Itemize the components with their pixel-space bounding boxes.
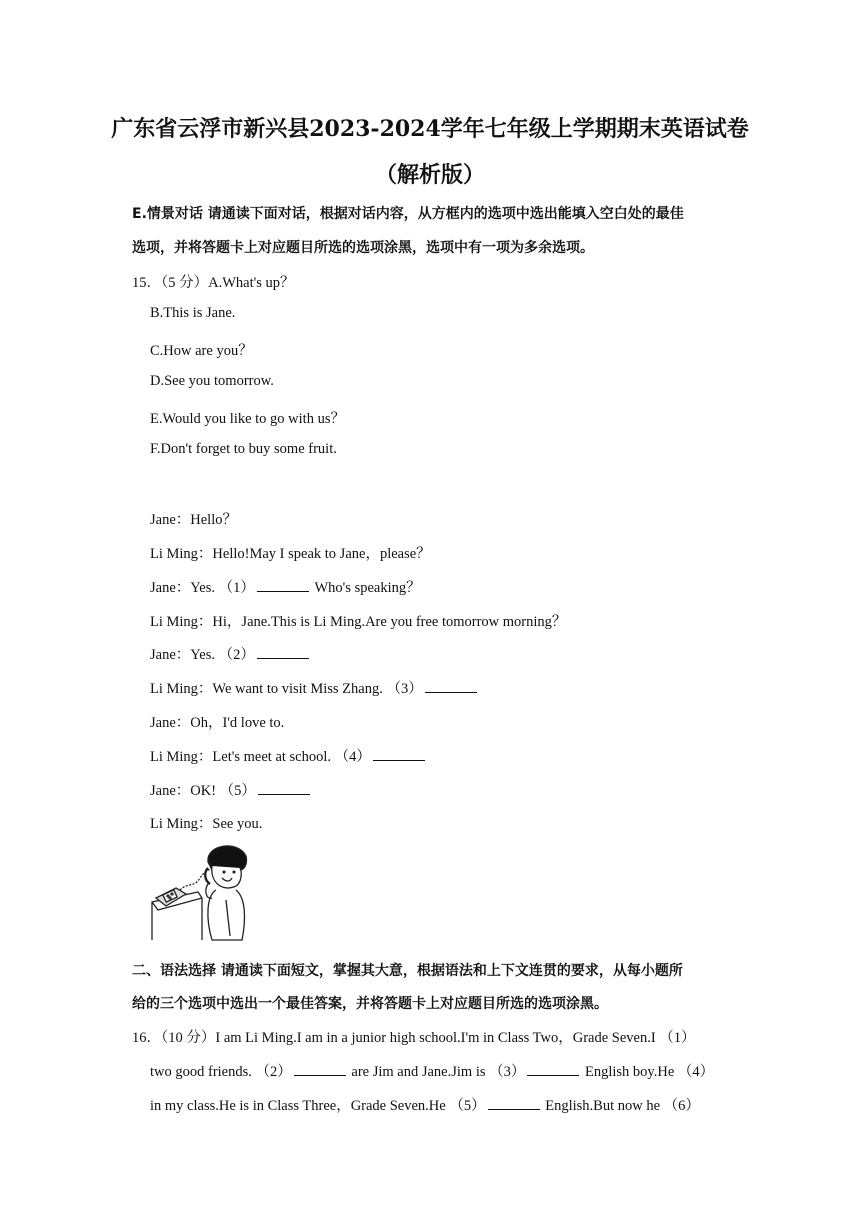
dialogue-line-3 (150, 576, 421, 597)
section-2-instruction-1: 二、语法选择 请通读下面短文，掌握其大意，根据语法和上下文连贯的要求，从每小题所 (132, 963, 683, 979)
section-e-instruction-1: E.情景对话 请通读下面对话，根据对话内容，从方框内的选项中选出能填入空白处的最佳 (132, 206, 684, 222)
section-2-instruction-2: 给的三个选项中选出一个最佳答案，并将答题卡上对应题目所选的选项涂黑。 (132, 996, 608, 1012)
dialogue-line-8-text: Li Ming：Let's meet at school. （4） (150, 749, 371, 765)
dialogue-line-5-text: Jane：Yes. （2） (150, 647, 255, 663)
question-16-line-1: 16．（10 分）I am Li Ming.I am in a junior high school.I'm in Class Two，Grade Seven.I （1） (132, 1030, 696, 1046)
answer-blank-16-3[interactable] (527, 1062, 579, 1076)
answer-blank-2[interactable] (257, 645, 309, 659)
q16-line-2-text-a: two good friends. （2） (150, 1064, 292, 1080)
dialogue-line-9-text: Jane：OK! （5） (150, 783, 256, 799)
dialogue-line-1: Jane：Hello？ (150, 512, 237, 528)
dialogue-line-6 (150, 677, 479, 698)
answer-blank-5[interactable] (258, 781, 310, 795)
option-f: F.Don't forget to buy some fruit. (150, 441, 337, 457)
question-15-heading: 15．（5 分）A.What's up？ (132, 275, 295, 291)
option-c: C.How are you？ (150, 343, 253, 359)
dialogue-line-10: Li Ming：See you. (150, 816, 263, 832)
section-e-instruction-2: 选项，并将答题卡上对应题目所选的选项涂黑，选项中有一项为多余选项。 (132, 240, 594, 256)
q16-line-3-text-b: English.But now he （6） (541, 1098, 700, 1114)
answer-blank-16-2[interactable] (294, 1062, 346, 1076)
page-subtitle: （解析版） (374, 162, 485, 188)
dialogue-line-7: Jane：Oh，I'd love to. (150, 715, 285, 731)
answer-blank-4[interactable] (373, 747, 425, 761)
phone-boy-illustration (150, 840, 250, 944)
dialogue-line-6-text: Li Ming：We want to visit Miss Zhang. （3） (150, 681, 423, 697)
q16-line-2-text-c: English boy.He （4） (581, 1064, 715, 1080)
dialogue-line-9 (150, 779, 312, 800)
q16-line-3-text-a: in my class.He is in Class Three，Grade Seven.He （5） (150, 1098, 486, 1114)
option-e: E.Would you like to go with us？ (150, 411, 345, 427)
question-16-line-2 (150, 1060, 714, 1081)
dialogue-line-3-text-b: Who's speaking？ (310, 580, 421, 596)
option-d: D.See you tomorrow. (150, 373, 274, 389)
option-b: B.This is Jane. (150, 305, 236, 321)
answer-blank-16-5[interactable] (488, 1096, 540, 1110)
answer-blank-1[interactable] (257, 578, 309, 592)
dialogue-line-8 (150, 745, 427, 766)
dialogue-line-2: Li Ming：Hello!May I speak to Jane，please？ (150, 546, 431, 562)
answer-blank-3[interactable] (425, 679, 477, 693)
dialogue-line-4: Li Ming：Hi，Jane.This is Li Ming.Are you free tomorrow morning？ (150, 614, 567, 630)
dialogue-line-3-text-a: Jane：Yes. （1） (150, 580, 255, 596)
q16-line-2-text-b: are Jim and Jane.Jim is （3） (347, 1064, 526, 1080)
dialogue-line-5 (150, 643, 311, 664)
question-16-line-3 (150, 1094, 700, 1115)
page-title: 广东省云浮市新兴县2023-2024学年七年级上学期期末英语试卷 (111, 116, 749, 142)
